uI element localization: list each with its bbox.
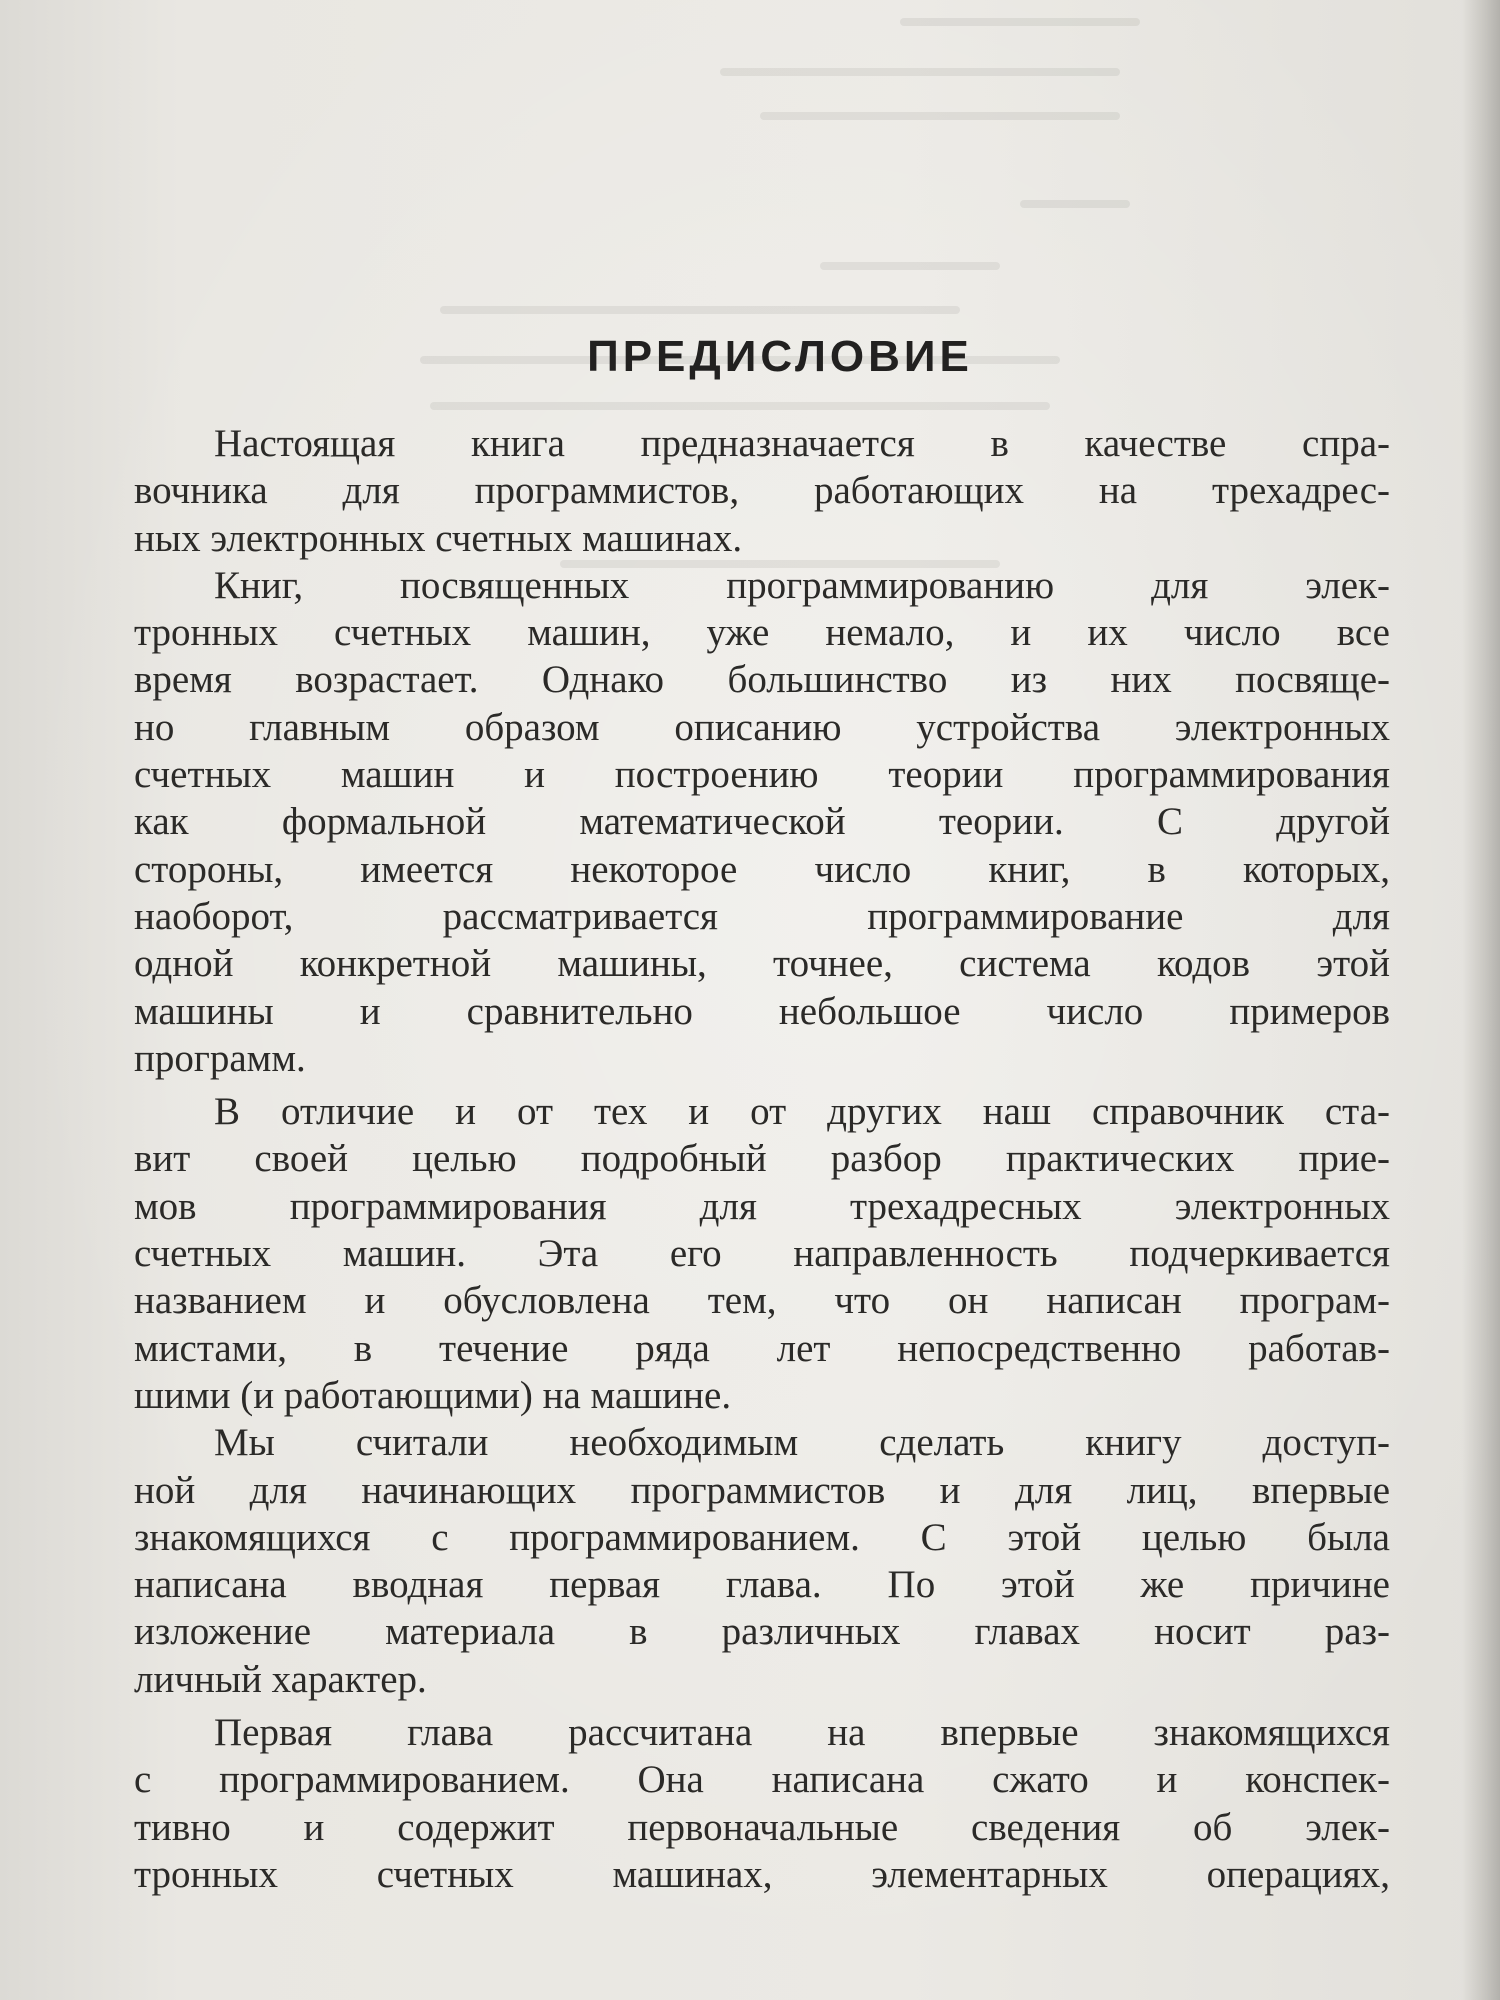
text-line: как формальной математической теории. С другой xyxy=(134,800,1390,844)
text-line: изложение материала в различных главах носит раз- xyxy=(134,1610,1390,1654)
text-line: тронных счетных машинах, элементарных операциях, xyxy=(134,1852,1390,1896)
text-line: ной для начинающих программистов и для лиц, впервые xyxy=(134,1468,1390,1512)
paragraph xyxy=(134,420,1390,562)
text-line: вочника для программистов, работающих на трехадрес- xyxy=(134,469,1390,513)
text-line: названием и обусловлена тем, что он написан програм- xyxy=(134,1279,1390,1323)
text-line: Первая глава рассчитана на впервые знакомящихся xyxy=(214,1711,1390,1755)
text-line: тронных счетных машин, уже немало, и их число все xyxy=(134,611,1390,655)
text-line: Мы считали необходимым сделать книгу доступ- xyxy=(214,1421,1390,1465)
text-line: машины и сравнительно небольшое число примеров xyxy=(134,989,1390,1033)
text-line: Настоящая книга предназначается в качестве спра- xyxy=(214,422,1390,465)
text-line: наоборот, рассматривается программирование для xyxy=(134,894,1390,938)
text-line: с программированием. Она написана сжато и конспек- xyxy=(134,1758,1390,1802)
text-line: счетных машин. Эта его направленность подчеркивается xyxy=(134,1232,1390,1276)
text-line: время возрастает. Однако большинство из них посвяще- xyxy=(134,658,1390,702)
text-line: мов программирования для трехадресных электронных xyxy=(134,1184,1390,1228)
text-line: шими (и работающими) на машине. xyxy=(134,1373,732,1417)
text-line: Книг, посвященных программированию для элек- xyxy=(214,563,1390,607)
paragraph xyxy=(134,1088,1390,1419)
text-line: В отличие и от тех и от других наш справочник ста- xyxy=(214,1090,1390,1134)
page-gutter-shadow xyxy=(1462,0,1500,2000)
text-line: написана вводная первая глава. По этой же причине xyxy=(134,1563,1390,1607)
paragraph xyxy=(134,1709,1390,1898)
text-line: стороны, имеется некоторое число книг, в которых, xyxy=(134,847,1390,891)
text-line: одной конкретной машины, точнее, система кодов этой xyxy=(134,942,1390,986)
page-heading: ПРЕДИСЛОВИЕ xyxy=(587,332,973,381)
paragraph xyxy=(134,562,1390,1082)
text-line: ных электронных счетных машинах. xyxy=(134,516,743,560)
text-line: счетных машин и построению теории программирования xyxy=(134,753,1390,797)
paragraph xyxy=(134,1419,1390,1703)
text-line: вит своей целью подробный разбор практических прие- xyxy=(134,1137,1390,1181)
text-line: тивно и содержит первоначальные сведения об элек- xyxy=(134,1805,1390,1849)
text-line: личный характер. xyxy=(134,1657,427,1701)
text-line: но главным образом описанию устройства электронных xyxy=(134,705,1390,749)
text-line: знакомящихся с программированием. С этой целью была xyxy=(134,1515,1390,1559)
text-line: программ. xyxy=(134,1036,306,1080)
text-line: мистами, в течение ряда лет непосредственно работав- xyxy=(134,1326,1390,1370)
body-text xyxy=(134,420,1390,1898)
